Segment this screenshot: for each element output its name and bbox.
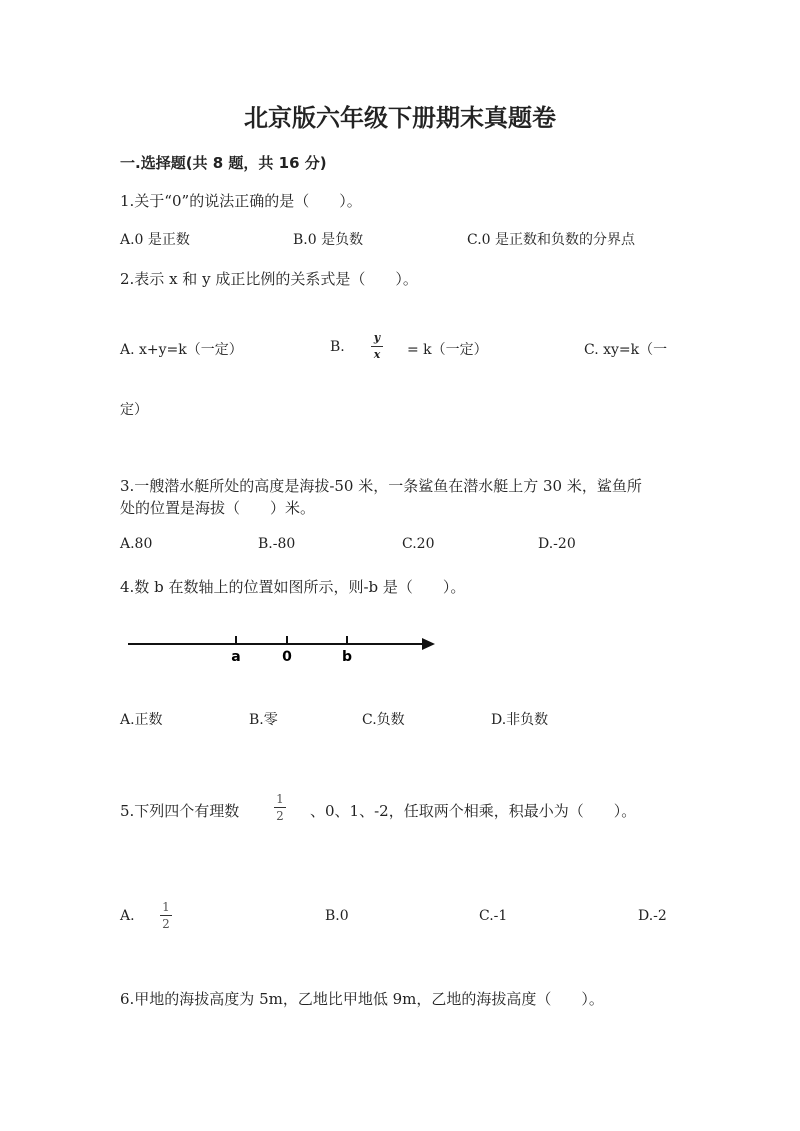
q3-option-c: C.20 bbox=[402, 536, 435, 552]
label-zero: 0 bbox=[282, 649, 292, 665]
q5-option-d: D.-2 bbox=[638, 908, 667, 924]
q1-stem: 1.关于“0”的说法正确的是（ ）。 bbox=[120, 192, 362, 210]
label-a: a bbox=[231, 649, 241, 665]
fraction-denominator: 2 bbox=[276, 809, 284, 823]
q2-option-c-wrap: 定） bbox=[120, 402, 148, 418]
q2-option-b-expression: = k（一定） bbox=[407, 342, 488, 358]
q1-option-c: C.0 是正数和负数的分界点 bbox=[467, 232, 636, 248]
section-heading: 一.选择题(共 8 题，共 16 分) bbox=[120, 154, 327, 172]
q2-option-a: A. x+y=k（一定） bbox=[120, 342, 243, 358]
fraction-numerator: y bbox=[373, 331, 381, 344]
fraction-bar bbox=[160, 915, 172, 916]
fraction-bar bbox=[274, 807, 286, 808]
q4-option-c: C.负数 bbox=[362, 712, 405, 728]
q1-option-b: B.0 是负数 bbox=[293, 232, 364, 248]
q5-option-a-label: A. bbox=[120, 908, 135, 924]
q5-stem-prefix: 5.下列四个有理数 bbox=[120, 802, 240, 820]
q2-option-c: C. xy=k（一 bbox=[584, 342, 668, 358]
q6-stem: 6.甲地的海拔高度为 5m，乙地比甲地低 9m，乙地的海拔高度（ ）。 bbox=[120, 990, 604, 1008]
fraction-numerator: 1 bbox=[162, 900, 170, 914]
q4-stem: 4.数 b 在数轴上的位置如图所示，则-b 是（ ）。 bbox=[120, 578, 466, 596]
q5-option-b: B.0 bbox=[325, 908, 349, 924]
q3-stem-line1: 3.一艘潜水艇所处的高度是海拔-50 米，一条鲨鱼在潜水艇上方 30 米，鲨鱼所 bbox=[120, 477, 642, 495]
q2-option-b-label: B. bbox=[330, 339, 345, 355]
arrow-icon bbox=[422, 638, 435, 650]
q4-option-b: B.零 bbox=[249, 712, 278, 728]
q3-option-d: D.-20 bbox=[538, 536, 576, 552]
fraction-denominator: x bbox=[373, 348, 381, 361]
q3-option-a: A.80 bbox=[120, 536, 153, 552]
q4-option-a: A.正数 bbox=[120, 712, 163, 728]
q2-option-b-fraction bbox=[371, 331, 383, 362]
fraction-numerator: 1 bbox=[276, 792, 284, 806]
q4-option-d: D.非负数 bbox=[491, 712, 549, 728]
fraction-denominator: 2 bbox=[162, 917, 170, 931]
label-b: b bbox=[341, 649, 353, 665]
q3-stem-line2: 处的位置是海拔（ ）米。 bbox=[120, 499, 316, 517]
q3-option-b: B.-80 bbox=[258, 536, 296, 552]
number-line-figure bbox=[120, 628, 450, 668]
q5-option-a-fraction bbox=[160, 900, 172, 931]
q5-fraction-half bbox=[274, 792, 286, 823]
fraction-bar bbox=[371, 346, 383, 347]
page-title: 北京版六年级下册期末真题卷 bbox=[244, 104, 556, 132]
q2-stem: 2.表示 x 和 y 成正比例的关系式是（ ）。 bbox=[120, 270, 418, 288]
q5-option-c: C.-1 bbox=[479, 908, 508, 924]
q5-stem-suffix: 、0、1、-2，任取两个相乘，积最小为（ ）。 bbox=[310, 802, 637, 820]
q1-option-a: A.0 是正数 bbox=[120, 232, 190, 248]
